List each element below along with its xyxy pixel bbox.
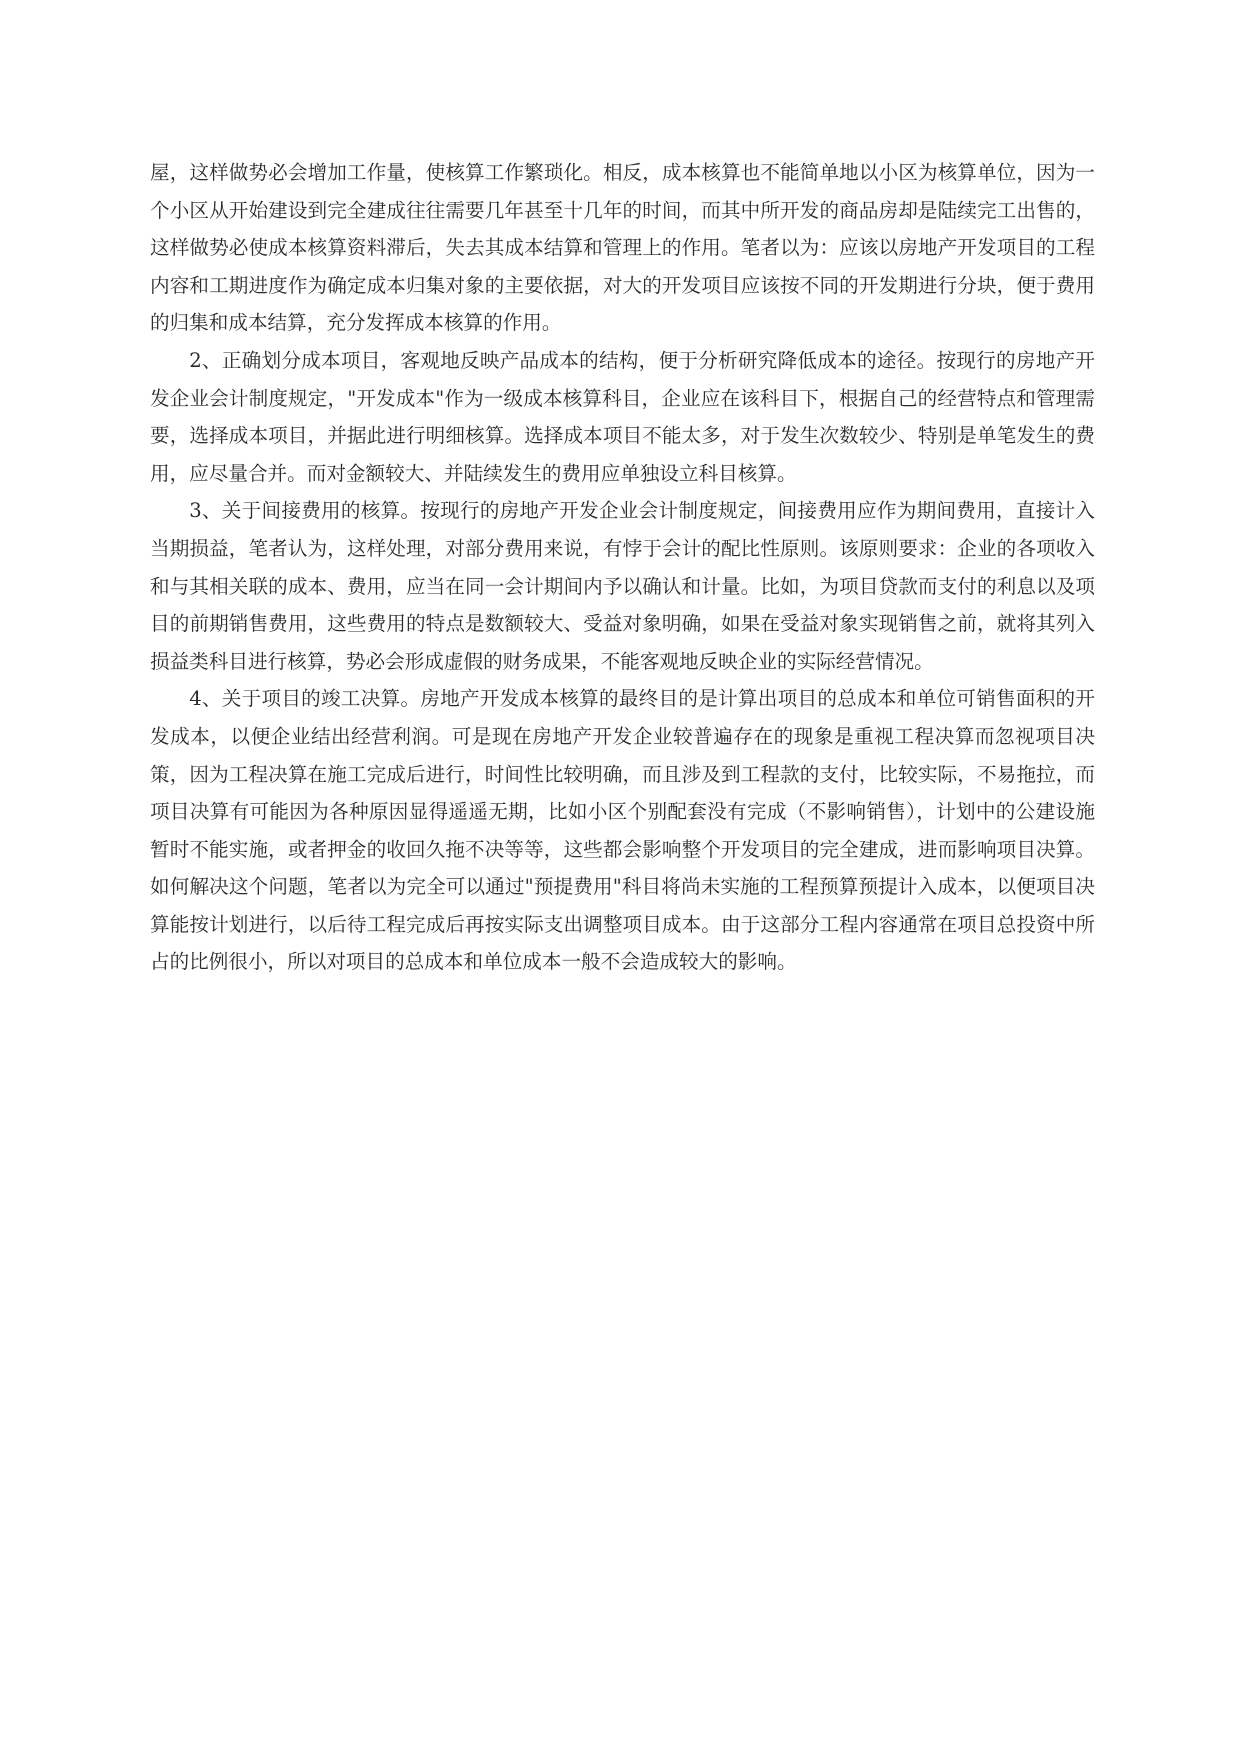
document-body [150,154,1095,981]
paragraph-cost-items: 2、正确划分成本项目，客观地反映产品成本的结构，便于分析研究降低成本的途径。按现行的房地产开发企业会计制度规定，"开发成本"作为一级成本核算科目，企业应在该科目下，根据自己的经营特点和管理需要，选择成本项目，并据此进行明细核算。选择成本项目不能太多，对于发生次数较少、特别是单笔发生的费用，应尽量合并。而对金额较大、并陆续发生的费用应单独设立科目核算。 [150,348,1095,485]
paragraph-continuation: 屋，这样做势必会增加工作量，使核算工作繁琐化。相反，成本核算也不能简单地以小区为核算单位，因为一个小区从开始建设到完全建成往往需要几年甚至十几年的时间，而其中所开发的商品房却是陆续完工出售的，这样做势必使成本核算资料滞后，失去其成本结算和管理上的作用。笔者以为：应该以房地产开发项目的工程内容和工期进度作为确定成本归集对象的主要依据，对大的开发项目应该按不同的开发期进行分块，便于费用的归集和成本结算，充分发挥成本核算的作用。 [150,161,1095,335]
paragraph-indirect-costs: 3、关于间接费用的核算。按现行的房地产开发企业会计制度规定，间接费用应作为期间费用，直接计入当期损益，笔者认为，这样处理，对部分费用来说，有悖于会计的配比性原则。该原则要求：企业的各项收入和与其相关联的成本、费用，应当在同一会计期间内予以确认和计量。比如，为项目贷款而支付的利息以及项目的前期销售费用，这些费用的特点是数额较大、受益对象明确，如果在受益对象实现销售之前，就将其列入损益类科目进行核算，势必会形成虚假的财务成果，不能客观地反映企业的实际经营情况。 [150,499,1095,673]
paragraph-final-accounts: 4、关于项目的竣工决算。房地产开发成本核算的最终目的是计算出项目的总成本和单位可销售面积的开发成本，以便企业结出经营利润。可是现在房地产开发企业较普遍存在的现象是重视工程决算而忽视项目决策，因为工程决算在施工完成后进行，时间性比较明确，而且涉及到工程款的支付，比较实际，不易拖拉，而项目决算有可能因为各种原因显得遥遥无期，比如小区个别配套没有完成（不影响销售），计划中的公建设施暂时不能实施，或者押金的收回久拖不决等等，这些都会影响整个开发项目的完全建成，进而影响项目决算。如何解决这个问题，笔者以为完全可以通过"预提费用"科目将尚未实施的工程预算预提计入成本，以便项目决算能按计划进行，以后待工程完成后再按实际支出调整项目成本。由于这部分工程内容通常在项目总投资中所占的比例很小，所以对项目的总成本和单位成本一般不会造成较大的影响。 [150,687,1095,974]
